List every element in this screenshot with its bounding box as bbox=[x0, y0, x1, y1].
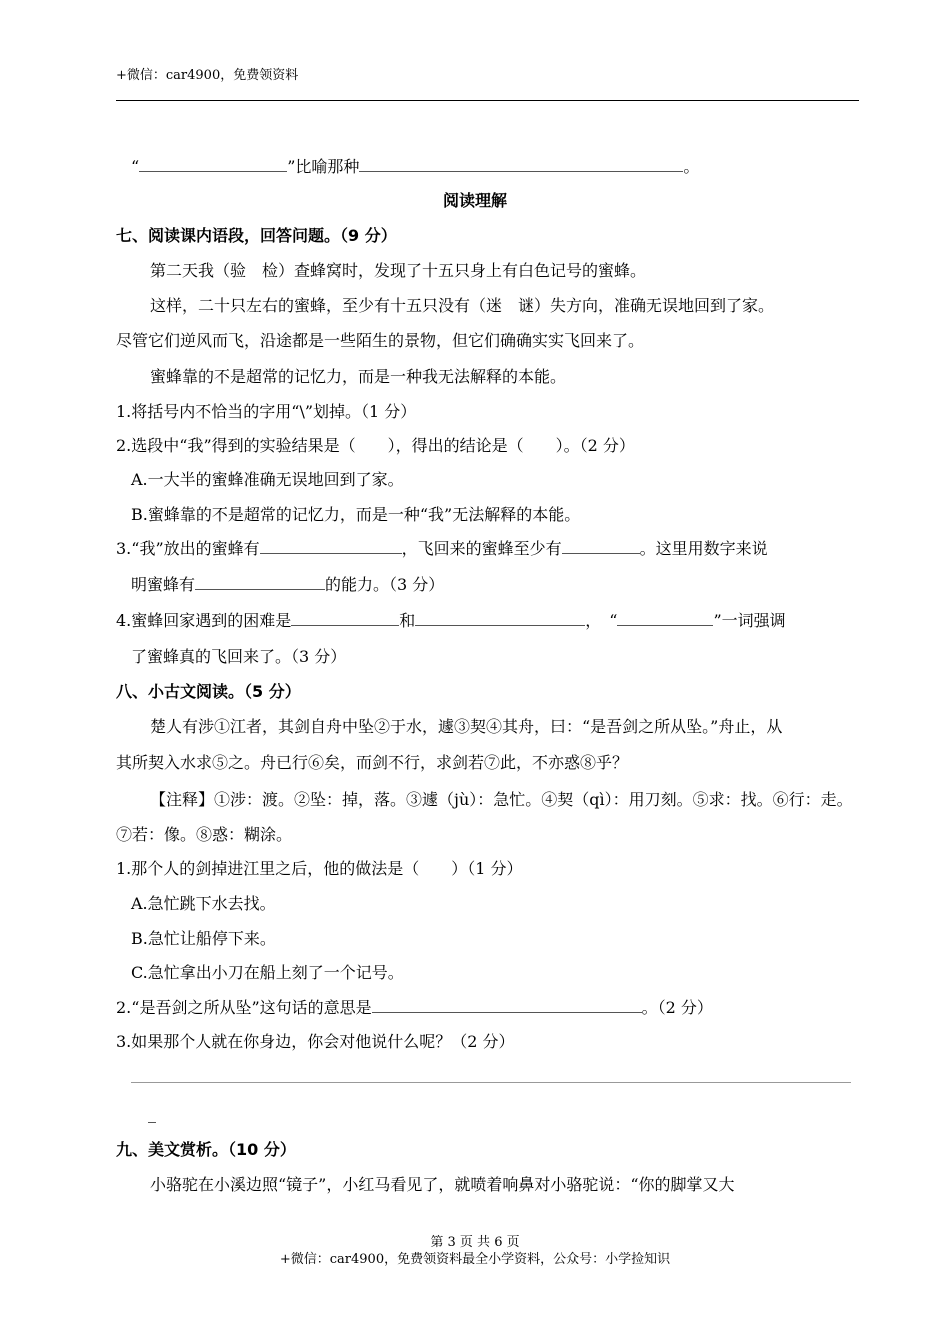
option-b: B.蜜蜂靠的不是超常的记忆力，而是一种“我”无法解释的本能。 bbox=[131, 505, 581, 524]
question-text: 明蜜蜂有 的能力。（3 分） bbox=[131, 575, 445, 594]
answer-blank[interactable] bbox=[415, 609, 585, 626]
section-9-heading: 九、美文赏析。（10 分） bbox=[116, 1140, 296, 1159]
classical-text: 其所契入水求⑤之。舟已行⑥矣，而剑不行，求剑若⑦此，不亦惑⑧乎？ bbox=[116, 753, 629, 772]
question-text: 了蜜蜂真的飞回来了。（3 分） bbox=[131, 647, 347, 666]
passage-paragraph: 这样，二十只左右的蜜蜂，至少有十五只没有（迷 谜）失方向，准确无误地回到了家。 bbox=[150, 296, 775, 315]
passage-paragraph: 第二天我（验 检）查蜂窝时，发现了十五只身上有白色记号的蜜蜂。 bbox=[150, 261, 647, 280]
header-divider bbox=[116, 100, 859, 101]
answer-blank[interactable] bbox=[195, 573, 325, 590]
section-8-heading: 八、小古文阅读。（5 分） bbox=[116, 682, 301, 701]
option-c: C.急忙拿出小刀在船上刻了一个记号。 bbox=[131, 963, 404, 982]
passage-paragraph: 小骆驼在小溪边照“镜子”，小红马看见了，就喷着响鼻对小骆驼说：“你的脚掌又大 bbox=[150, 1175, 735, 1194]
answer-blank[interactable] bbox=[562, 537, 640, 554]
answer-blank[interactable] bbox=[139, 155, 287, 172]
answer-blank[interactable] bbox=[260, 537, 402, 554]
answer-blank[interactable] bbox=[359, 155, 683, 172]
prev-question-line: “ ”比喻那种 。 bbox=[131, 157, 700, 176]
question-text: 3.如果那个人就在你身边，你会对他说什么呢？（2 分） bbox=[116, 1032, 515, 1051]
classical-text: 楚人有涉①江者，其剑自舟中坠②于水，遽③契④其舟，曰：“是吾剑之所从坠。”舟止，从 bbox=[150, 717, 783, 736]
option-b: B.急忙让船停下来。 bbox=[131, 929, 276, 948]
answer-blank[interactable] bbox=[617, 609, 713, 626]
answer-line[interactable] bbox=[131, 1082, 851, 1083]
page-header: +微信：car4900，免费领资料 bbox=[116, 68, 299, 83]
answer-blank[interactable] bbox=[291, 609, 399, 626]
answer-blank[interactable] bbox=[372, 996, 642, 1013]
option-a: A.急忙跳下水去找。 bbox=[131, 894, 276, 913]
page-footer: +微信：car4900，免费领资料最全小学资料，公众号：小学捡知识 bbox=[279, 1252, 671, 1267]
passage-paragraph: 蜜蜂靠的不是超常的记忆力，而是一种我无法解释的本能。 bbox=[150, 367, 567, 386]
question-text: 1.将括号内不恰当的字用“\”划掉。（1 分） bbox=[116, 402, 417, 421]
passage-paragraph: 尽管它们逆风而飞，沿途都是一些陌生的景物，但它们确确实实飞回来了。 bbox=[116, 331, 645, 350]
option-a: A.一大半的蜜蜂准确无误地回到了家。 bbox=[131, 470, 404, 489]
question-text: 2.“是吾剑之所从坠”这句话的意思是 。（2 分） bbox=[116, 998, 713, 1017]
section-7-heading: 七、阅读课内语段，回答问题。（9 分） bbox=[116, 226, 397, 245]
answer-line-dash bbox=[148, 1122, 156, 1123]
question-text: 4.蜜蜂回家遇到的困难是 和 ， “ ”一词强调 bbox=[116, 611, 786, 630]
section-title: 阅读理解 bbox=[442, 191, 507, 210]
question-text: 2.选段中“我”得到的实验结果是（ ），得出的结论是（ ）。（2 分） bbox=[116, 436, 635, 455]
question-text: 3.“我”放出的蜜蜂有 ，飞回来的蜜蜂至少有 。这里用数字来说 bbox=[116, 539, 768, 558]
annotation: ⑦若：像。⑧惑：糊涂。 bbox=[116, 825, 293, 844]
annotation: 【注释】①涉：渡。②坠：掉，落。③遽（jù）：急忙。④契（qì）：用刀刻。⑤求：找。⑥行：走。 bbox=[150, 790, 853, 809]
page-number: 第 3 页 共 6 页 bbox=[430, 1235, 520, 1250]
question-text: 1.那个人的剑掉进江里之后，他的做法是（ ）（1 分） bbox=[116, 859, 523, 878]
